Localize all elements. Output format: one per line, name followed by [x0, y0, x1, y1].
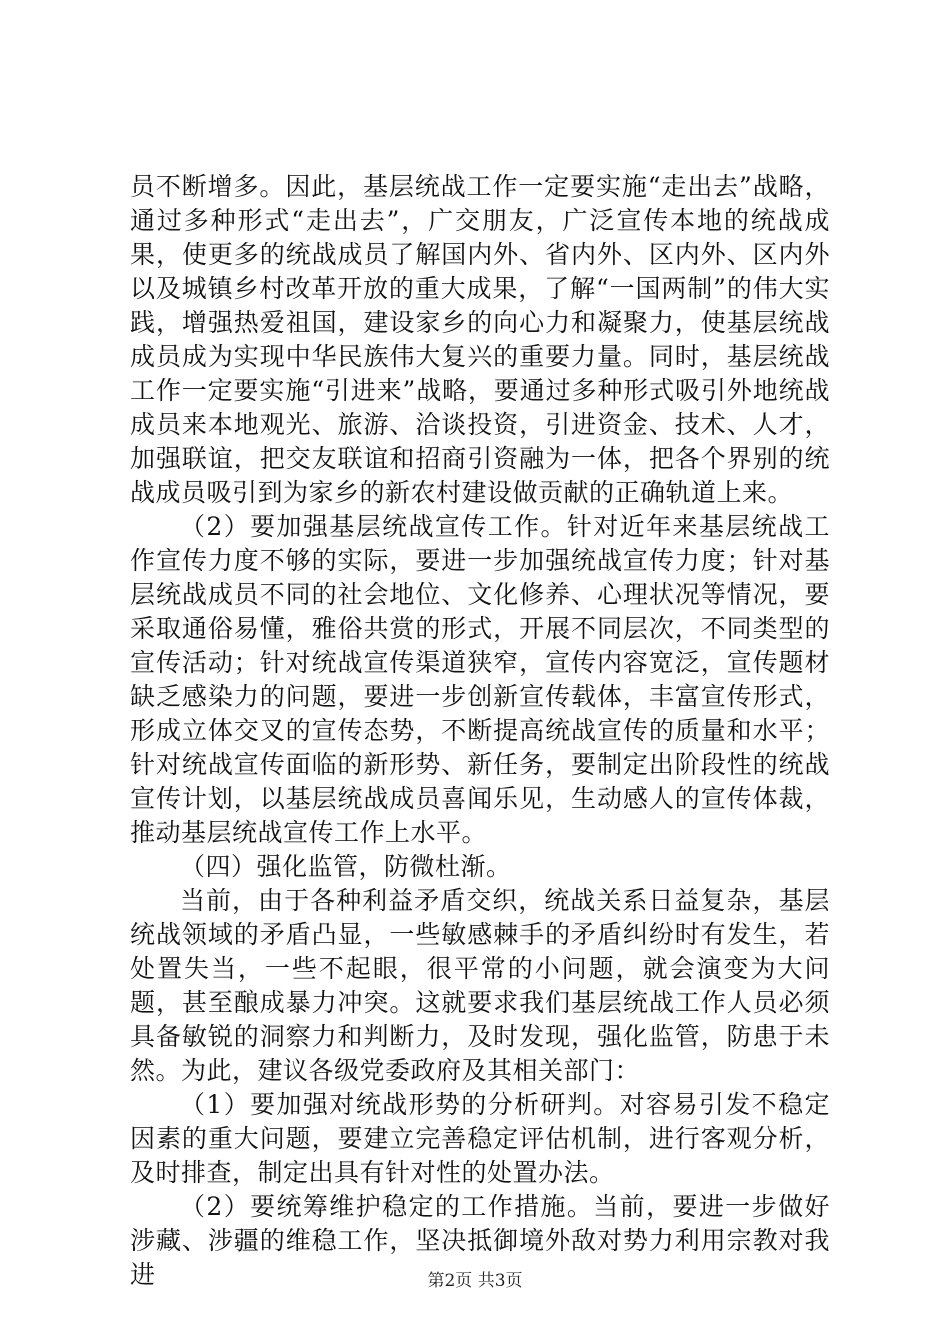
paragraph-analysis-judgment: （1）要加强对统战形势的分析研判。对容易引发不稳定因素的重大问题，要建立完善稳定评估机制，进行客观分析，及时排查，制定出具有针对性的处置办法。	[130, 1090, 830, 1187]
section-heading-supervision: （四）强化监管，防微杜渐。	[180, 852, 512, 881]
paragraph-strategy-continuation: 员不断增多。因此，基层统战工作一定要实施“走出去”战略，通过多种形式“走出去”，广交朋友，广泛宣传本地的统战成果，使更多的统战成员了解国内外、省内外、区内外、区内外以及城镇乡村改革开放的重大成果，了解“一国两制”的伟大实践，增强热爱祖国，建设家乡的向心力和凝聚力，使基层统战成员成为实现中华民族伟大复兴的重要力量。同时，基层统战工作一定要实施“引进来”战略，要通过多种形式吸引外地统战成员来本地观光、旅游、洽谈投资，引进资金、技术、人才，加强联谊，把交友联谊和招商引资融为一体，把各个界别的统战成员吸引到为家乡的新农村建设做贡献的正确轨道上来。	[130, 172, 830, 507]
paragraph-current-situation: 当前，由于各种利益矛盾交织，统战关系日益复杂，基层统战领域的矛盾凸显，一些敏感棘手的矛盾纠纷时有发生，若处置失当，一些不起眼，很平常的小问题，就会演变为大问题，甚至酿成暴力冲突。这就要求我们基层统战工作人员必须具备敏锐的洞察力和判断力，及时发现，强化监管，防患于未然。为此，建议各级党委政府及其相关部门：	[130, 886, 830, 1085]
page-number-label: 第2页 共3页	[427, 1271, 523, 1291]
paragraph-propaganda-work: （2）要加强基层统战宣传工作。针对近年来基层统战工作宣传力度不够的实际，要进一步加强统战宣传力度；针对基层统战成员不同的社会地位、文化修养、心理状况等情况，要采取通俗易懂，雅俗共赏的形式，开展不同层次，不同类型的宣传活动；针对统战宣传渠道狭窄，宣传内容宽泛，宣传题材缺乏感染力的问题，要进一步创新宣传载体，丰富宣传形式，形成立体交叉的宣传态势，不断提高统战宣传的质量和水平；针对统战宣传面临的新形势、新任务，要制定出阶段性的统战宣传计划，以基层统战成员喜闻乐见，生动感人的宣传体裁，推动基层统战宣传工作上水平。	[130, 512, 830, 847]
body-text-upper	[130, 170, 830, 510]
body-text-lower	[130, 510, 830, 1292]
page-footer	[0, 1270, 950, 1292]
paragraph-stability-measures: （2）要统筹维护稳定的工作措施。当前，要进一步做好涉藏、涉疆的维稳工作，坚决抵御境外敌对势力利用宗教对我进	[130, 1192, 830, 1289]
